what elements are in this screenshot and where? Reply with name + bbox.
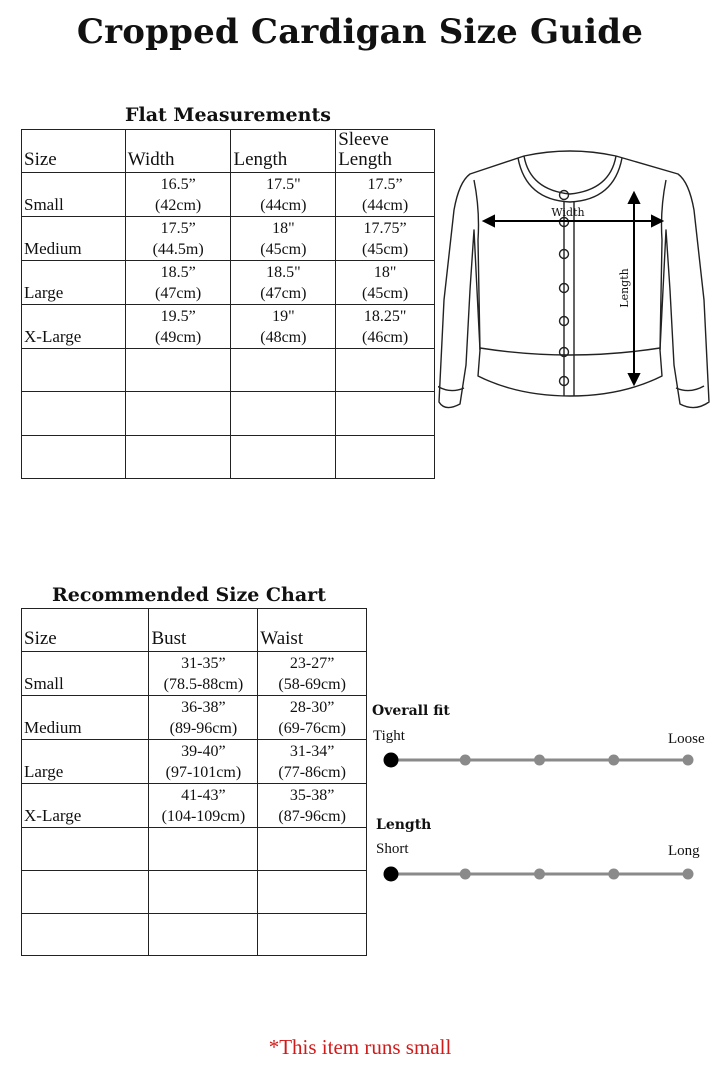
scale-marker (683, 755, 694, 766)
size-cell: Large (22, 261, 126, 305)
width-cell: 16.5” (42cm) (125, 173, 231, 217)
overall-fit-scale (380, 748, 696, 772)
width-cell: 18.5” (47cm) (125, 261, 231, 305)
header-bust: Bust (149, 609, 258, 652)
table-row (22, 173, 435, 217)
waist-cell: 28-30” (69-76cm) (258, 696, 367, 740)
width-label: Width (551, 206, 585, 219)
sleeve-cell: 18" (45cm) (336, 261, 435, 305)
width-cell: 17.5” (44.5m) (125, 217, 231, 261)
size-cell: Small (22, 652, 149, 696)
length-fit-title: Length (376, 817, 432, 833)
sleeve-cell: 17.5” (44cm) (336, 173, 435, 217)
empty-row (22, 828, 367, 871)
empty-row (22, 349, 435, 392)
sleeve-cell: 17.75” (45cm) (336, 217, 435, 261)
bust-cell: 41-43” (104-109cm) (149, 784, 258, 828)
length-fit-min-label: Short (376, 841, 409, 857)
empty-row (22, 914, 367, 956)
header-size: Size (22, 609, 149, 652)
size-cell: Medium (22, 217, 126, 261)
recommended-size-table (21, 608, 367, 956)
width-cell: 19.5” (49cm) (125, 305, 231, 349)
length-fit-scale (380, 862, 696, 886)
length-cell: 18" (45cm) (231, 217, 336, 261)
scale-marker (460, 869, 471, 880)
bust-cell: 31-35” (78.5-88cm) (149, 652, 258, 696)
table-row (22, 217, 435, 261)
bust-cell: 39-40” (97-101cm) (149, 740, 258, 784)
waist-cell: 23-27” (58-69cm) (258, 652, 367, 696)
scale-marker (683, 869, 694, 880)
table-row (22, 740, 367, 784)
waist-cell: 31-34” (77-86cm) (258, 740, 367, 784)
empty-row (22, 392, 435, 436)
flat-measurements-table (21, 129, 435, 479)
header-waist: Waist (258, 609, 367, 652)
length-cell: 17.5" (44cm) (231, 173, 336, 217)
size-cell: X-Large (22, 305, 126, 349)
flat-measurements-title: Flat Measurements (125, 104, 331, 126)
table-row (22, 261, 435, 305)
empty-row (22, 436, 435, 479)
table-row (22, 652, 367, 696)
overall-fit-min-label: Tight (373, 728, 405, 744)
cardigan-outline-icon (438, 150, 710, 420)
recommended-chart-title: Recommended Size Chart (52, 584, 326, 606)
empty-row (22, 871, 367, 914)
overall-fit-title: Overall fit (372, 703, 450, 719)
runs-small-note: *This item runs small (268, 1035, 452, 1059)
scale-marker (608, 869, 619, 880)
overall-fit-max-label: Loose (668, 731, 705, 747)
table-row (22, 305, 435, 349)
scale-marker (534, 755, 545, 766)
waist-cell: 35-38” (87-96cm) (258, 784, 367, 828)
table-header-row (22, 609, 367, 652)
size-cell: Small (22, 173, 126, 217)
table-row (22, 696, 367, 740)
bust-cell: 36-38” (89-96cm) (149, 696, 258, 740)
scale-marker-selected (384, 753, 399, 768)
header-size: Size (22, 130, 126, 173)
length-fit-max-label: Long (668, 843, 700, 859)
length-label: Length (618, 268, 631, 308)
page-title: Cropped Cardigan Size Guide (76, 12, 644, 52)
size-cell: X-Large (22, 784, 149, 828)
header-length: Length (231, 130, 336, 173)
header-sleeve-length: Sleeve Length (336, 130, 435, 173)
scale-marker (608, 755, 619, 766)
size-cell: Large (22, 740, 149, 784)
length-cell: 19" (48cm) (231, 305, 336, 349)
scale-marker (460, 755, 471, 766)
scale-marker-selected (384, 867, 399, 882)
scale-marker (534, 869, 545, 880)
header-width: Width (125, 130, 231, 173)
size-cell: Medium (22, 696, 149, 740)
table-header-row (22, 130, 435, 173)
table-row (22, 784, 367, 828)
length-cell: 18.5" (47cm) (231, 261, 336, 305)
sleeve-cell: 18.25" (46cm) (336, 305, 435, 349)
